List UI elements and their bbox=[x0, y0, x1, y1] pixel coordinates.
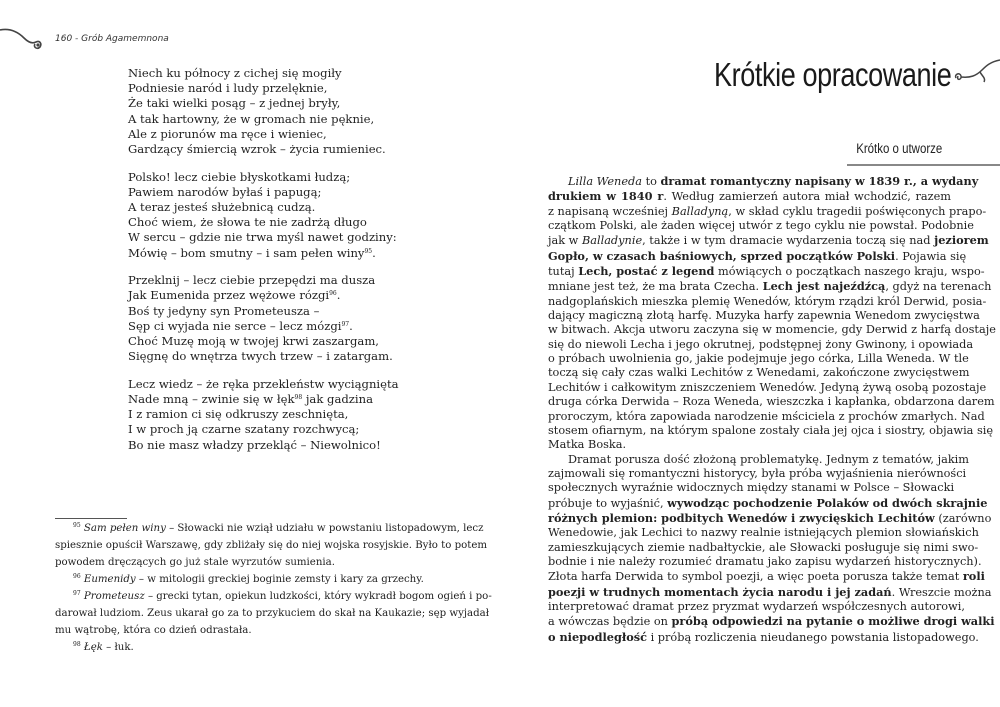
page-title: Krótkie opracowanie bbox=[714, 56, 952, 93]
verse-line bbox=[128, 334, 399, 349]
text-run: o próbach uwolnienia go, jakie podejmuje jego córka, Lilla Weneda. W tle bbox=[548, 352, 969, 366]
text-run: Dramat porusza dość złożoną problematykę. Jednym z tematów, jakim bbox=[568, 452, 970, 466]
text-run: Choć Muzę moją w twojej krwi zaszargam, bbox=[128, 334, 379, 349]
text-run: Mówię – bom smutny – i sam pełen winy bbox=[128, 245, 365, 260]
text-line bbox=[548, 189, 951, 204]
text-run: poezji w trudnych momentach życia narodu i jej zadań bbox=[548, 584, 892, 599]
text-line bbox=[548, 380, 987, 395]
text-run: Złota harfa Derwida to symbol poezji, a więc poeta porusza także temat bbox=[548, 570, 963, 584]
text-run: spiesznie opuścił Warszawę, gdy zbliżały się do niej wojska rosyjskie. Było to potem bbox=[55, 540, 488, 551]
text-line bbox=[548, 510, 992, 526]
verse-line bbox=[128, 66, 399, 81]
text-run: stosem ofiarnym, na którym spalone zostały ciała jej ojca i siostry, objawia się bbox=[548, 423, 994, 437]
text-line bbox=[55, 605, 489, 622]
text-line bbox=[548, 569, 985, 584]
verse-line bbox=[128, 349, 399, 364]
text-run: powodem dręczących go już stale wyrzutów sumienia. bbox=[55, 557, 335, 568]
text-run: . Wreszcie można bbox=[891, 585, 992, 599]
text-line bbox=[55, 520, 484, 537]
text-line bbox=[548, 466, 967, 481]
text-run: – w mitologii greckiej boginie zemsty i kary za grzechy. bbox=[135, 574, 424, 585]
text-run: się do niewoli Lecha i jego okrutnej, podstępnej żony Gwinony, i opowiada bbox=[548, 337, 974, 351]
text-run: Lecz wiedz – że ręka przekleństw wyciągnięta bbox=[128, 376, 399, 391]
text-run: Sięgnę do wnętrza twych trzew – i zatargam. bbox=[128, 349, 393, 364]
verse-line bbox=[128, 407, 399, 422]
footnote-ref: 97 bbox=[73, 590, 81, 597]
stanza bbox=[128, 66, 399, 157]
text-run: Lech jest najeźdźcą bbox=[762, 279, 886, 294]
text-run: Lechitów i całkowitym zniszczeniem Wenedów. Jedyną żywą osobą pozostaje bbox=[548, 380, 987, 394]
text-run: mówiących o początkach naszego kraju, wspo- bbox=[714, 265, 985, 279]
footnote bbox=[55, 639, 460, 656]
text-run: zamieszkujących ziemie nadbałtyckie, ale Słowacki posługuje się nimi swo- bbox=[548, 540, 979, 554]
text-run: Lilla Weneda bbox=[568, 175, 642, 188]
text-run: Gopło, w czasach baśniowych, sprzed początków Polski bbox=[548, 248, 896, 263]
text-run: bodnie i nie należy rozumieć dramatu jako zapisu wydarzeń historycznych). bbox=[548, 554, 982, 568]
footnote-ref: 97 bbox=[341, 320, 350, 328]
text-run: zajmowali się romantyczni historycy, była próba wyjaśnienia nierówności bbox=[548, 466, 967, 480]
text-run: Prometeusz bbox=[83, 591, 145, 602]
text-line bbox=[548, 233, 989, 248]
text-run: . bbox=[372, 245, 376, 260]
verse-line bbox=[128, 438, 399, 453]
text-line bbox=[548, 309, 980, 323]
text-run: roli bbox=[962, 569, 985, 584]
footnote-divider bbox=[55, 518, 127, 519]
text-run: , gdyż na terenach bbox=[885, 280, 992, 294]
text-run: interpretować dramat przez pryzmat wydarzeń współczesnych autorowi, bbox=[548, 599, 965, 613]
text-line bbox=[55, 554, 460, 571]
text-line bbox=[548, 366, 970, 380]
text-run: Eumenidy bbox=[83, 574, 136, 585]
text-run: Polsko! lecz ciebie błyskotkami łudzą; bbox=[128, 169, 351, 184]
verse-line bbox=[128, 170, 399, 185]
text-run: (zarówno bbox=[934, 511, 992, 525]
text-run: różnych plemion: podbitych Wenedów i zwycięskich Lechitów bbox=[548, 510, 935, 525]
text-run: to bbox=[641, 175, 661, 188]
paragraph bbox=[548, 174, 996, 453]
text-run: W sercu – gdzie nie trwa myśl nawet godziny: bbox=[128, 230, 397, 245]
text-run: Przeklnij – lecz ciebie przepędzi ma dusza bbox=[128, 273, 376, 288]
text-run: Choć wiem, że słowa te nie zadrżą długo bbox=[128, 215, 367, 230]
footnote-ref: 96 bbox=[73, 573, 81, 580]
verse-line bbox=[128, 112, 399, 127]
text-run: Boś ty jedyny syn Prometeusza – bbox=[128, 303, 320, 318]
text-run: o niepodległość bbox=[548, 629, 647, 644]
footnote bbox=[55, 588, 492, 639]
text-run: , w skład cyklu tragedii poświęconych prapo- bbox=[728, 204, 987, 218]
text-line bbox=[548, 452, 970, 467]
footnote-ref: 95 bbox=[364, 247, 373, 255]
text-line bbox=[548, 279, 992, 294]
text-run: a wówczas będzie on bbox=[548, 615, 672, 629]
verse-line bbox=[128, 422, 399, 437]
section-heading-rule bbox=[847, 164, 1000, 166]
text-run: I w proch ją czarne szatany rozchwycą; bbox=[128, 422, 360, 437]
text-line bbox=[548, 599, 965, 614]
text-run: mniane jest też, że ma brata Czecha. bbox=[548, 280, 763, 294]
footnote bbox=[55, 571, 460, 588]
text-line bbox=[548, 264, 985, 279]
text-run: dający magiczną złotą harfę. Muzyka harfy zapewnia Wenedom zwycięstwa bbox=[548, 309, 980, 323]
poem bbox=[128, 66, 399, 465]
text-line bbox=[548, 554, 982, 569]
text-run: jak gadzina bbox=[302, 392, 373, 407]
text-run: Ale z piorunów ma ręce i wieniec, bbox=[128, 126, 327, 141]
text-run: próbuje to wyjaśnić, bbox=[548, 496, 668, 510]
text-run: czątkom Polski, ale żaden więcej utwór z tego cyklu nie powstał. Podobnie bbox=[548, 219, 974, 233]
text-run: . Pojawia się bbox=[895, 249, 967, 263]
footnote-ref: 98 bbox=[294, 394, 303, 402]
verse-line bbox=[128, 392, 399, 407]
verse-line bbox=[128, 142, 399, 157]
text-run: Bo nie masz władzy przekląć – Niewolnico! bbox=[128, 437, 381, 452]
text-line bbox=[55, 622, 460, 639]
verse-line bbox=[128, 230, 399, 245]
text-line bbox=[55, 571, 460, 588]
text-run: Łęk bbox=[83, 642, 103, 653]
footnote bbox=[55, 520, 488, 571]
verse-line bbox=[128, 81, 399, 96]
footnote-ref: 98 bbox=[73, 641, 81, 648]
text-line bbox=[55, 639, 460, 656]
text-run: – Słowacki nie wziął udziału w powstaniu listopadowym, lecz bbox=[165, 523, 484, 534]
text-line bbox=[548, 495, 988, 511]
text-run: A teraz jesteś służebnicą cudzą. bbox=[128, 200, 316, 215]
text-run: – grecki tytan, opiekun ludzkości, który wykradł bogom ogień i po- bbox=[144, 591, 492, 602]
text-run: Lech, postać z legend bbox=[578, 264, 715, 279]
text-line bbox=[548, 248, 967, 264]
stanza bbox=[128, 273, 399, 364]
text-line bbox=[548, 629, 979, 645]
text-run: nadgoplańskich mieszka plemię Wenedów, którym rządzi król Derwid, posia- bbox=[548, 294, 987, 308]
text-run: Jak Eumenida przez wężowe rózgi bbox=[128, 288, 330, 303]
text-run: Podniesie naród i ludy przelęknie, bbox=[128, 81, 328, 96]
text-line bbox=[548, 174, 979, 189]
text-run: – łuk. bbox=[102, 642, 134, 653]
text-run: Że taki wielki posąg – z jednej bryły, bbox=[128, 96, 341, 111]
ornament-right-icon bbox=[952, 56, 1000, 90]
text-line bbox=[548, 294, 987, 309]
text-run: Niech ku północy z cichej się mogiły bbox=[128, 66, 342, 80]
verse-line bbox=[128, 377, 399, 392]
text-line bbox=[548, 323, 996, 337]
text-run: w bitwach. Akcja utworu zaczyna się w momencie, gdy Derwid z harfą dostaje bbox=[548, 323, 996, 337]
footnote-ref: 95 bbox=[73, 522, 81, 529]
text-run: Gardzący śmiercią wzrok – życia rumieniec. bbox=[128, 142, 386, 157]
text-line bbox=[548, 204, 987, 219]
text-run: z napisaną wcześniej bbox=[548, 204, 672, 218]
text-line bbox=[548, 481, 955, 495]
text-run: Wenedowie, jak Lechici to nazwy realnie istniejących plemion słowiańskich bbox=[548, 526, 979, 540]
text-run: jeziorem bbox=[934, 233, 989, 248]
text-run: Nade mną – zwinie się w łęk bbox=[128, 392, 295, 407]
verse-line bbox=[128, 304, 399, 319]
text-run: Pawiem narodów byłaś i papugą; bbox=[128, 184, 322, 199]
text-run: Balladynie bbox=[581, 234, 643, 248]
text-run: Sam pełen winy bbox=[83, 523, 166, 534]
text-run: Sęp ci wyjada nie serce – lecz mózgi bbox=[128, 318, 342, 333]
verse-line bbox=[128, 288, 399, 303]
text-run: . Według zamierzeń autora miał wchodzić, razem bbox=[663, 190, 951, 204]
text-run: toczą się cały czas walki Lechitów z Wenedami, zakończone zwycięstwem bbox=[548, 366, 970, 380]
text-run: . bbox=[349, 318, 353, 333]
text-line bbox=[548, 337, 974, 352]
ornament-left-icon bbox=[0, 24, 48, 52]
section-heading: Krótko o utworze bbox=[855, 141, 942, 156]
text-run: Matka Boska. bbox=[548, 438, 627, 452]
verse-line bbox=[128, 215, 399, 230]
verse-line bbox=[128, 273, 399, 288]
text-run: społecznych wyraźnie widocznych między stanami w Polsce – Słowacki bbox=[548, 481, 955, 495]
stanza bbox=[128, 377, 399, 453]
text-run: jak w bbox=[548, 234, 582, 248]
text-run: mu wątrobę, która co dzień odrastała. bbox=[55, 625, 252, 636]
verse-line bbox=[128, 127, 399, 142]
text-line bbox=[55, 537, 488, 554]
text-line bbox=[55, 588, 492, 605]
text-line bbox=[548, 540, 979, 555]
text-line bbox=[548, 584, 992, 600]
text-run: wywodząc pochodzenie Polaków od dwóch skrajnie bbox=[667, 495, 988, 510]
text-run: druga córka Derwida – Roza Weneda, wieszczka i kapłanka, obdarzona darem bbox=[548, 395, 995, 409]
text-run: Balladyną bbox=[671, 204, 729, 218]
text-run: A tak hartowny, że w gromach nie pęknie, bbox=[128, 111, 375, 126]
verse-line bbox=[128, 200, 399, 215]
verse-line bbox=[128, 185, 399, 200]
text-line bbox=[548, 438, 951, 452]
text-run: tutaj bbox=[548, 265, 579, 279]
text-run: , także i w tym dramacie wydarzenia toczą się nad bbox=[642, 234, 935, 248]
text-line bbox=[548, 352, 969, 366]
text-run: proroczym, która zapowiada narodzenie mściciela z prochów zmarłych. Nad bbox=[548, 409, 985, 423]
text-line bbox=[548, 526, 979, 540]
text-line bbox=[548, 395, 995, 409]
verse-line bbox=[128, 319, 399, 334]
verse-line bbox=[128, 96, 399, 111]
footnote-ref: 96 bbox=[329, 290, 337, 298]
verse-line bbox=[128, 246, 399, 261]
text-run: dramat romantyczny napisany w 1839 r., a wydany bbox=[660, 174, 979, 188]
text-run: . bbox=[336, 288, 341, 303]
text-run: drukiem w 1840 r bbox=[548, 189, 664, 204]
text-line bbox=[548, 409, 985, 424]
text-run: I z ramion ci się odkruszy zeschnięta, bbox=[128, 407, 349, 422]
footnotes bbox=[55, 520, 492, 656]
running-head: 160 - Grób Agamemnona bbox=[55, 34, 169, 44]
text-line bbox=[548, 423, 994, 438]
text-run: darował ludziom. Zeus ukarał go za to przykuciem do skał na Kaukazie; sęp wyjadał bbox=[55, 608, 489, 619]
stanza bbox=[128, 170, 399, 261]
text-run: próbą odpowiedzi na pytanie o możliwe drogi walki bbox=[671, 614, 995, 629]
paragraph bbox=[548, 452, 995, 645]
body-text bbox=[548, 174, 996, 645]
text-line bbox=[548, 614, 995, 629]
text-run: i próbą rozliczenia nieudanego powstania listopadowego. bbox=[647, 630, 979, 644]
text-line bbox=[548, 219, 974, 233]
